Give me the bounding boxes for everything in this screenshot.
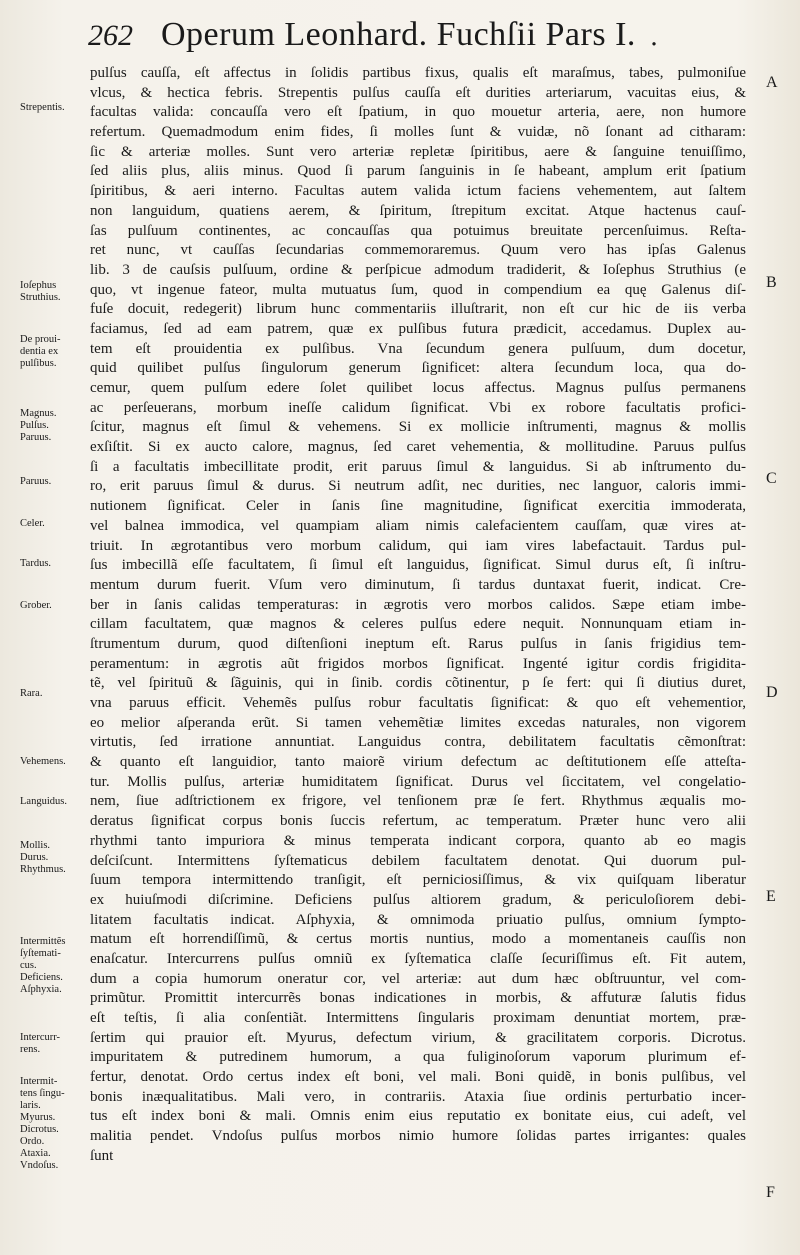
text-line: peramentum: in ægrotis aũt frigidos morbos ſignificat. Ingenté igitur cordis frigidita- <box>90 655 746 672</box>
marginal-note: Mollis. Durus. Rhythmus. <box>20 840 66 875</box>
text-line: primũtur. Promittit intercurrẽs bonas indicationes in morbis, & affuturæ ſalutis fidus <box>90 990 746 1007</box>
marginal-notes <box>14 62 86 1242</box>
text-line: ber in ſanis calidas temperaturas: in ægrotis vero morbos calidos. Sæpe etiam imbe- <box>90 596 746 613</box>
text-line: ſas pulſuum continentes, ac concauſſas qua potuimus breuitate percenſuimus. Reſta- <box>90 222 746 239</box>
text-line: nem, ſiue adſtrictionem ex frigore, vel tenſionem præ ſe fert. Rhythmus æqualis mo- <box>90 793 746 810</box>
text-line: refertum. Quemadmodum enim fides, ſi molles ſunt & vuidæ, nõ ſonant ad citharam: <box>90 124 746 141</box>
text-line: ſtrumentum durum, quod diſtenſioni ineptum eſt. Rarus pulſus in ſanis frigidius tem- <box>90 635 746 652</box>
text-line: mentum durum fuerit. Vſum vero diminutum, ſi tardus duntaxat fuerit, indicat. Cre- <box>90 576 746 593</box>
running-title: Operum Leonhard. Fuchſii Pars I. <box>161 16 636 53</box>
text-line: enaſcatur. Intercurrens pulſus omniũ ex ſyſtematica claſſe ſecuriſſimus eſt. Fit autem, <box>90 950 746 967</box>
text-line: ex huiuſmodi diſcrimine. Deficiens pulſus altiorem gradum, & periculoſiorem debi- <box>90 891 746 908</box>
marginal-note: Vehemens. <box>20 756 66 767</box>
marginal-note: Paruus. <box>20 476 52 487</box>
section-letter: F <box>766 1184 775 1201</box>
text-line: fertur, denotat. Ordo certus index eſt boni, vel mali. Boni quidẽ, in bonis pulſibus, vel <box>90 1069 746 1086</box>
text-line: ro, erit paruus ſimul & durus. Si neutrum adſit, nec durities, nec languor, caloris immi- <box>90 478 746 495</box>
text-line: vel balnea immodica, vel quampiam aliam nimis calefacientem cauſſam, quæ vires at- <box>90 517 746 534</box>
text-line: deratus ſignificat corpus bonis ſuccis refertum, ac temperatum. Præter hunc vero alii <box>90 813 746 830</box>
section-letter: B <box>766 274 777 291</box>
text-line: bonis inæqualitatibus. Mali vero, in contrariis. Ataxia ſiue ordinis perturbatio incer- <box>90 1088 746 1105</box>
text-line: ſpiritibus, & aeri interno. Facultas autem valida ictum faciens vehementem, aut ſaltem <box>90 183 746 200</box>
text-line: facultas valida: concauſſa vero eſt ſpatium, in quo mouetur arteria, aere, non humore <box>90 104 746 121</box>
text-line: vna paruus efficit. Vehemẽs pulſus robur facultatis ſignificat: & quo eſt vehementior, <box>90 695 746 711</box>
marginal-note: Magnus. Pulſus. Paruus. <box>20 408 57 443</box>
text-line: fuſe docuit, redegerit) librum hunc commentariis illuſtrarit, non eſt cur hic de iis verba <box>90 301 746 318</box>
text-line: cemur, quem pulſum edere ſolet quilibet locus affectus. Magnus pulſus permanens <box>90 380 746 396</box>
text-line: malitia pendet. Vndoſus pulſus morbos nimio humore ſolidas partes irrigantes: quales <box>90 1128 746 1145</box>
text-line: rhythmi tanto impuriora & minus temperata indicant corpora, quanto ab eo magis <box>90 832 746 849</box>
text-line: triuit. In ægrotantibus vero morbum calidum, qui iam vires labefactauit. Tardus pul- <box>90 537 746 554</box>
text-line: impuritatem & putredinem humorum, a qua fuliginoſorum vaporum plurimum ef- <box>90 1049 746 1066</box>
section-letter: C <box>766 470 777 487</box>
text-line: dum a copia humorum oneratur cor, vel arteriæ: aut dum hæc obſtruuntur, vel com- <box>90 970 746 987</box>
marginal-note: Intermit- tens ſingu- laris. Myurus. Dicrotus. Ordo. Ataxia. Vndoſus. <box>20 1076 65 1171</box>
text-line: cillam facultatem, quæ magnos & celeres pulſus edere nequit. Nonnunquam etiam in- <box>90 616 746 633</box>
text-line: non languidum, quatiens aerem, & ſpiritum, ſtrepitum excitat. Atque hactenus cauſ- <box>90 202 746 219</box>
marginal-note: Grober. <box>20 600 52 611</box>
text-line: tus eſt index boni & mali. Omnis enim eius reputatio ex bonitate eius, cui adeſt, vel <box>90 1108 746 1125</box>
text-line: ſcitur, magnus eſt ſimul & vehemens. Si ex mollicie inſtrumenti, magnus & mollis <box>90 419 746 436</box>
text-line: eſt teſtis, ſi alia conſentiãt. Intermittens ſingularis proximam denuntiat mortem, præ- <box>90 1010 746 1026</box>
text-line: ſic & arteriæ molles. Sunt vero arteriæ repletæ ſpiritibus, aere & ſanguine tenuiſſimo, <box>90 143 746 160</box>
text-line: ſed aliis plus, aliis minus. Quod ſi parum ſanguinis in ſe habeant, amplum erit ſpatium <box>90 163 746 180</box>
marginal-note: Rara. <box>20 688 43 699</box>
text-line: tem eſt prouidentia ex pulſibus. Vna ſecundum genera pulſuum, dum docetur, <box>90 340 746 357</box>
text-line: quid quilibet pulſus ſingulorum generum ſignificet: altera ſecundum loca, qua do- <box>90 360 746 377</box>
header-dot: . <box>649 22 659 52</box>
text-line: ſi a facultatis imbecillitate prodit, erit paruus ſimul & languidus. Si ab inſtrumento du- <box>90 458 746 475</box>
text-line: ſunt <box>90 1147 114 1164</box>
text-line: quo, vt ingenue fateor, multa mutuatus ſum, quod in compendium ea quę Galenus diſ- <box>90 281 746 298</box>
marginal-note: Ioſephus Struthius. <box>20 280 61 303</box>
text-line: & quanto eſt languidior, tanto maiorẽ virium defectum ac deſtitutionem eſſe atteſta- <box>90 754 746 771</box>
text-line: vlcus, & hectica febris. Strepentis pulſus cauſſa eſt durities arteriarum, vacuitas eius, & <box>90 84 746 101</box>
text-line: ac perſeuerans, morbum ineſſe calidum ſignificat. Vbi ex robore facultatis profici- <box>90 399 746 416</box>
text-line: exſiſtit. Si ex aucto calore, magnus, ſed caret vehementia, & mollitudine. Paruus pulſus <box>90 439 746 456</box>
text-line: ſuum tempora intermittendo tranſigit, eſt perniciosiſſimus, & vix quiſquam liberatur <box>90 872 746 889</box>
text-line: ret nunc, vt cauſſas ſecundarias commemoraremus. Quum vero has ipſas Galenus <box>90 242 746 259</box>
marginal-note: Intercurr- rens. <box>20 1032 61 1055</box>
section-letter: A <box>766 74 778 91</box>
text-line: ſus imbecillã eſſe facultatem, ſi ſimul eſt languidus, ſignificat. Simul durus eſt, ſi inſtru- <box>90 557 746 574</box>
text-line: pulſus cauſſa, eſt affectus in ſolidis partibus fixus, qualis eſt maraſmus, tabes, pulmoniſue <box>90 65 746 81</box>
text-line: faciamus, ſed ad eam patrem, quæ ex pulſibus futura prædicit, accedamus. Duplex au- <box>90 320 746 337</box>
text-line: deſciſcunt. Intermittens ſyſtematicus debilem facultatem denotat. Qui duorum pul- <box>90 852 746 869</box>
text-line: lib. 3 de cauſsis pulſuum, ordine & perſpicue admodum tradiderit, & Ioſephus Struthius (e <box>90 261 746 278</box>
text-line: nutionem ſignificat. Celer in ſanis ſine magnitudine, ſignificat exercitia immoderata, <box>90 498 746 515</box>
section-letter: E <box>766 888 776 905</box>
page-header <box>88 16 788 62</box>
marginal-note: Intermittẽs ſyſtemati- cus. Deficiens. Aſphyxia. <box>20 936 66 995</box>
marginal-note: Tardus. <box>20 558 52 569</box>
section-letter: D <box>766 684 778 701</box>
text-line: tẽ, vel ſpirituũ & ſãguinis, qui in ſinib. cordis cõtinentur, p ſe fert: qui ſi diutius duret, <box>90 675 746 692</box>
marginal-note: De proui- dentia ex pulſibus. <box>20 334 61 369</box>
text-line: matum eſt horrendiſſimũ, & certus mortis nuntius, modo a momentaneis cauſſis non <box>90 931 746 948</box>
text-line: tur. Mollis pulſus, arteriæ humiditatem ſignificat. Durus vel ſiccitatem, vel congelatio- <box>90 773 746 790</box>
text-line: eo melior aſperanda erũt. Si tamen vehemẽtiæ limites excedas naturales, non vigorem <box>90 714 746 731</box>
marginal-note: Celer. <box>20 518 45 529</box>
text-line: virtutis, ſed irratione annuntiat. Languidus contra, debilitatem facultatis cẽmonſtrat: <box>90 734 746 751</box>
marginal-note: Strepentis. <box>20 102 65 113</box>
text-line: litatem facultatis indicat. Aſphyxia, & omnimoda priuatio pulſus, omnium ſympto- <box>90 911 746 928</box>
text-line: ſertim qui prauior eſt. Myurus, defectum virium, & gracilitatem corporis. Dicrotus. <box>90 1029 746 1046</box>
page-number: 262 <box>88 19 133 52</box>
section-letters <box>758 62 800 1242</box>
marginal-note: Languidus. <box>20 796 67 807</box>
body-text <box>90 64 746 1244</box>
